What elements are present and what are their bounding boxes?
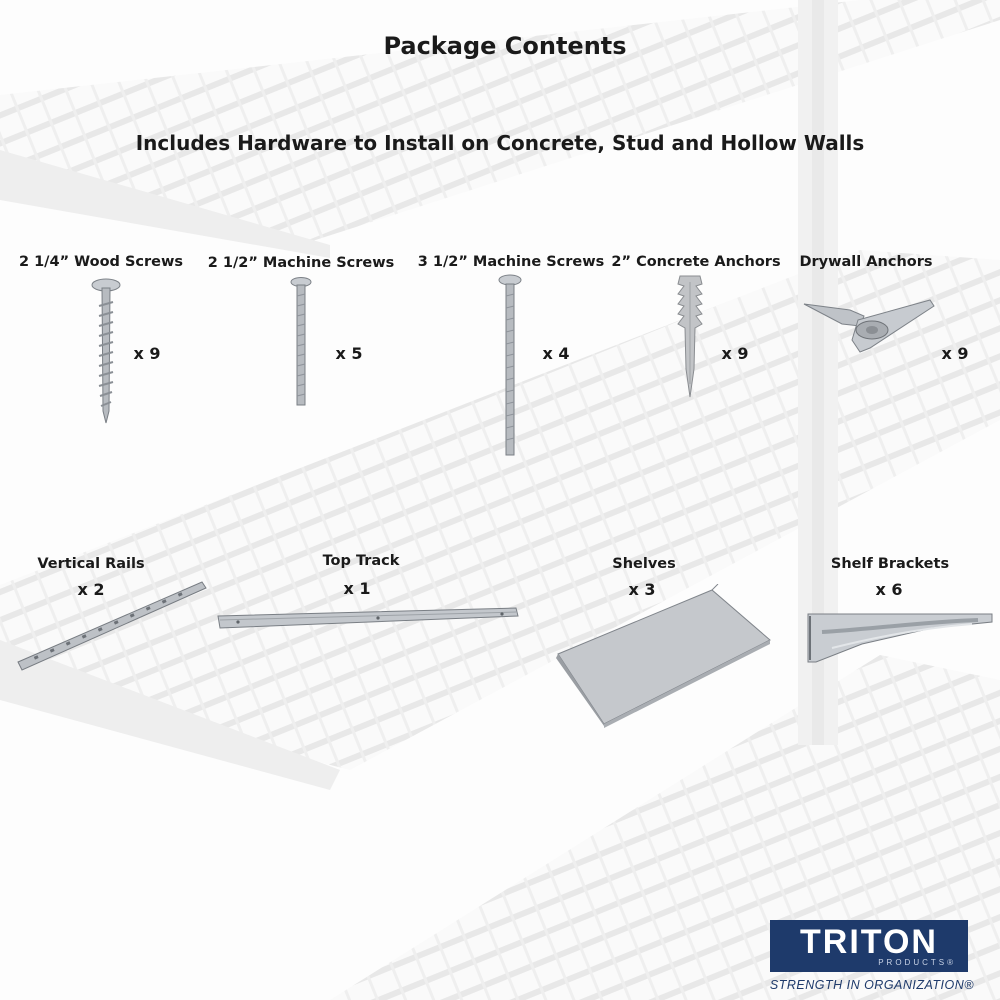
vertical-rails-label: Vertical Rails bbox=[37, 556, 145, 572]
long-machine-screws-qty: x 4 bbox=[542, 344, 570, 363]
shelf-brackets-qty: x 6 bbox=[875, 580, 903, 599]
brand-name: TRITON bbox=[800, 923, 938, 961]
page-subtitle: Includes Hardware to Install on Concrete, Stud and Hollow Walls bbox=[135, 131, 865, 155]
long-machine-screws-label: 3 1/2” Machine Screws bbox=[417, 254, 605, 270]
shelf-bracket-icon bbox=[802, 608, 996, 666]
machine-screws-label: 2 1/2” Machine Screws bbox=[207, 255, 395, 271]
wood-screw-icon bbox=[88, 276, 124, 426]
long-machine-screw-icon bbox=[497, 274, 523, 458]
triton-logo bbox=[754, 918, 974, 996]
drywall-anchors-qty: x 9 bbox=[941, 344, 969, 363]
wood-screws-label: 2 1/4” Wood Screws bbox=[18, 254, 184, 270]
vertical-rails-qty: x 2 bbox=[77, 580, 105, 599]
concrete-anchors-qty: x 9 bbox=[721, 344, 749, 363]
top-track-icon bbox=[216, 606, 520, 632]
shelf-icon bbox=[552, 584, 774, 730]
brand-tagline: STRENGTH IN ORGANIZATION® bbox=[769, 978, 974, 992]
logo-badge bbox=[770, 920, 968, 972]
page-title: Package Contents bbox=[383, 32, 627, 60]
shelves-label: Shelves bbox=[612, 556, 676, 572]
drywall-anchor-icon bbox=[802, 296, 936, 356]
concrete-anchors-label: 2” Concrete Anchors bbox=[611, 254, 781, 270]
wood-screws-qty: x 9 bbox=[133, 344, 161, 363]
top-track-qty: x 1 bbox=[343, 579, 371, 598]
shelf-brackets-label: Shelf Brackets bbox=[830, 556, 950, 572]
shelves-qty: x 3 bbox=[628, 580, 656, 599]
concrete-anchor-icon bbox=[672, 274, 708, 400]
top-track-label: Top Track bbox=[322, 553, 400, 569]
brand-subname: PRODUCTS® bbox=[878, 958, 956, 967]
machine-screws-qty: x 5 bbox=[335, 344, 363, 363]
machine-screw-icon bbox=[289, 276, 313, 408]
drywall-anchors-label: Drywall Anchors bbox=[799, 254, 933, 270]
vertical-rail-icon bbox=[14, 578, 210, 674]
